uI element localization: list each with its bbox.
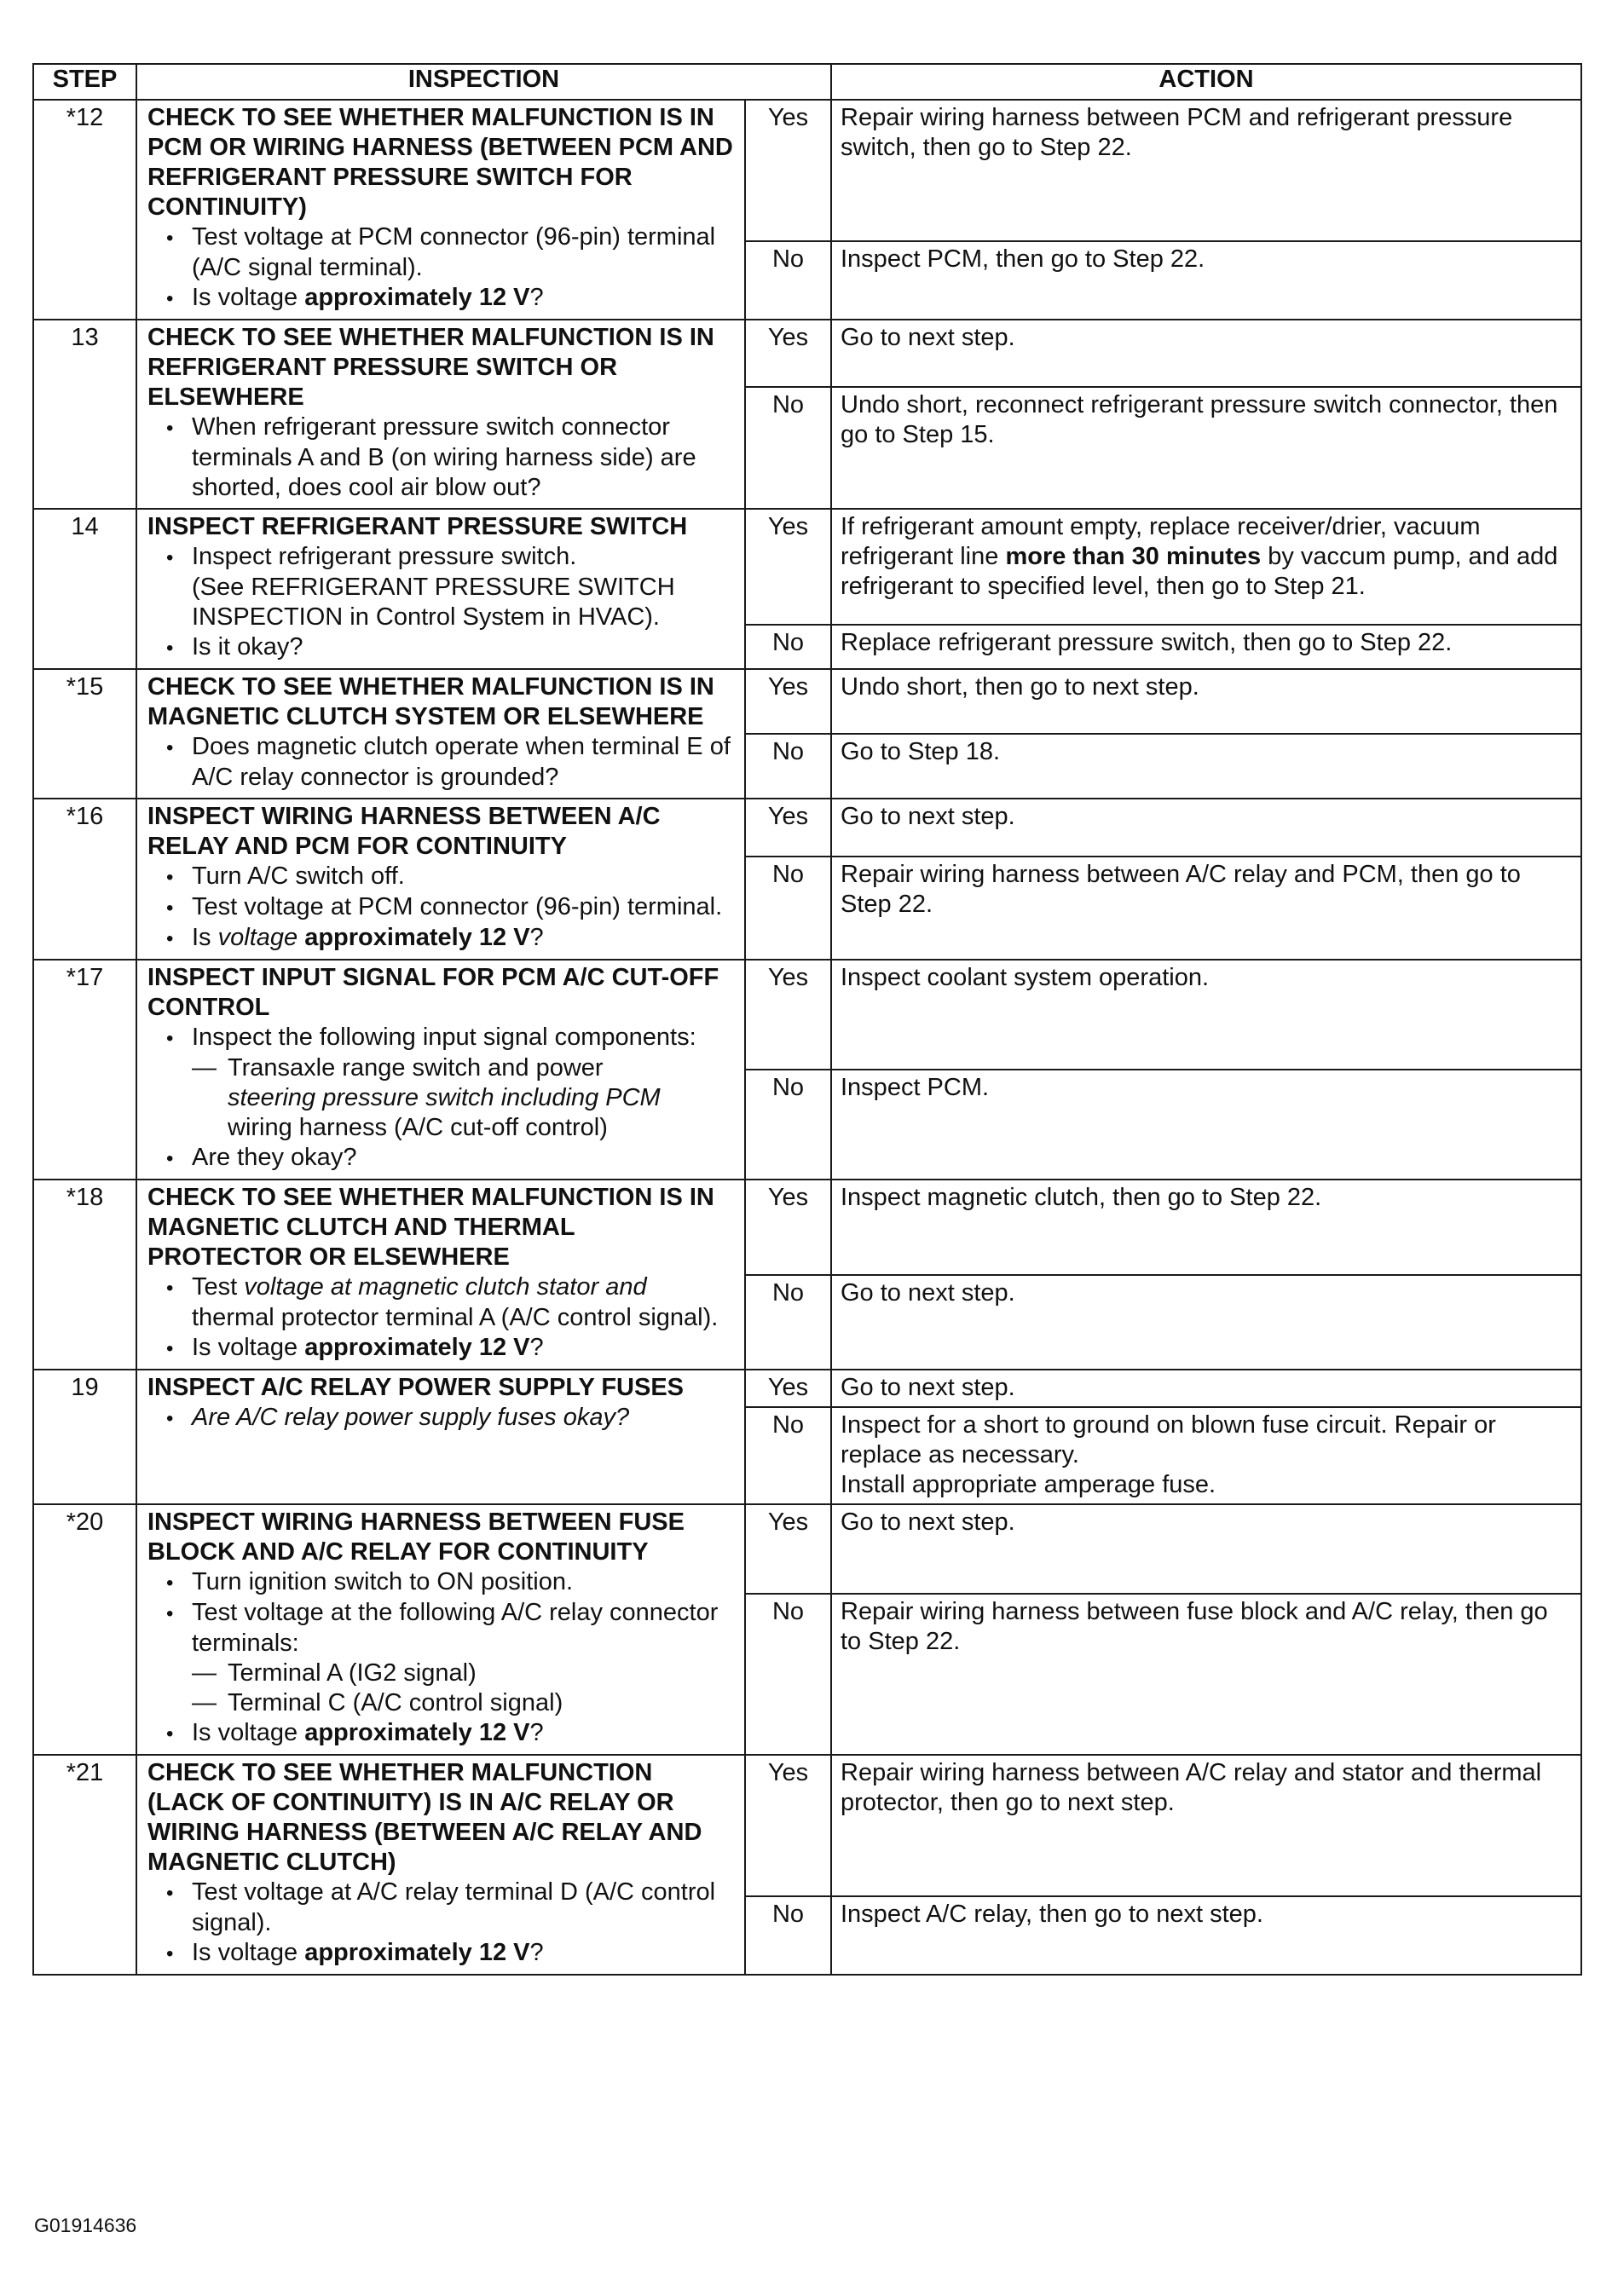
no-label: No bbox=[745, 1275, 831, 1370]
inspection-bullet: • Test voltage at magnetic clutch stator and thermal protector terminal A (A/C control signal). bbox=[166, 1272, 734, 1333]
inspection-title: INSPECT WIRING HARNESS BETWEEN FUSE BLOCK AND A/C RELAY FOR CONTINUITY bbox=[147, 1509, 685, 1566]
yes-label: Yes bbox=[745, 320, 831, 387]
yes-label: Yes bbox=[745, 509, 831, 625]
yes-label: Yes bbox=[745, 1370, 831, 1407]
no-action: Repair wiring harness between fuse block and A/C relay, then go to Step 22. bbox=[831, 1594, 1581, 1755]
yes-action: Undo short, then go to next step. bbox=[831, 669, 1581, 734]
inspection-title: INSPECT REFRIGERANT PRESSURE SWITCH bbox=[147, 513, 688, 540]
no-action: Go to Step 18. bbox=[831, 734, 1581, 799]
inspection-bullet: • Are A/C relay power supply fuses okay? bbox=[166, 1403, 734, 1434]
header-inspection: INSPECTION bbox=[136, 64, 831, 100]
step-number: *18 bbox=[33, 1180, 136, 1370]
yes-action: Go to next step. bbox=[831, 320, 1581, 387]
no-label: No bbox=[745, 1407, 831, 1504]
inspection-bullet: • Test voltage at the following A/C relay connector terminals: bbox=[166, 1598, 734, 1659]
inspection-title: CHECK TO SEE WHETHER MALFUNCTION IS IN REFRIGERANT PRESSURE SWITCH OR ELSEWHERE bbox=[147, 324, 714, 411]
step-number: 14 bbox=[33, 509, 136, 669]
inspection-note: (See REFRIGERANT PRESSURE SWITCH INSPECTION in Control System in HVAC). bbox=[192, 574, 675, 631]
step-number: 13 bbox=[33, 320, 136, 509]
table-row bbox=[33, 1180, 1581, 1275]
figure-id: G01914636 bbox=[34, 2214, 137, 2236]
yes-label: Yes bbox=[745, 960, 831, 1070]
no-action bbox=[831, 1407, 1581, 1504]
table-row bbox=[33, 1370, 1581, 1407]
no-action: Repair wiring harness between A/C relay and PCM, then go to Step 22. bbox=[831, 857, 1581, 960]
inspection-title: CHECK TO SEE WHETHER MALFUNCTION IS IN MAGNETIC CLUTCH SYSTEM OR ELSEWHERE bbox=[147, 673, 714, 730]
no-action: Undo short, reconnect refrigerant pressure switch connector, then go to Step 15. bbox=[831, 387, 1581, 509]
inspection-cell bbox=[136, 669, 745, 799]
yes-action: Go to next step. bbox=[831, 1504, 1581, 1594]
inspection-cell bbox=[136, 799, 745, 960]
step-number: *12 bbox=[33, 100, 136, 320]
yes-label: Yes bbox=[745, 1180, 831, 1275]
inspection-bullet: • Turn A/C switch off. bbox=[166, 862, 734, 892]
table-row bbox=[33, 799, 1581, 857]
diagnostic-procedure-table bbox=[32, 63, 1582, 1976]
inspection-cell bbox=[136, 100, 745, 320]
table-row bbox=[33, 509, 1581, 625]
inspection-cell bbox=[136, 320, 745, 509]
table-row bbox=[33, 320, 1581, 387]
inspection-bullet: • Inspect the following input signal components: bbox=[166, 1023, 734, 1053]
inspection-cell bbox=[136, 509, 745, 669]
table-row bbox=[33, 960, 1581, 1070]
inspection-title: CHECK TO SEE WHETHER MALFUNCTION IS IN MAGNETIC CLUTCH AND THERMAL PROTECTOR OR ELSEWHERE bbox=[147, 1184, 714, 1271]
no-action: Replace refrigerant pressure switch, then go to Step 22. bbox=[831, 625, 1581, 669]
inspection-bullet: • Test voltage at PCM connector (96-pin) terminal. bbox=[166, 892, 734, 923]
inspection-cell bbox=[136, 1504, 745, 1755]
inspection-bullet: • Inspect refrigerant pressure switch. bbox=[166, 542, 734, 573]
inspection-cell bbox=[136, 960, 745, 1180]
inspection-title: CHECK TO SEE WHETHER MALFUNCTION IS IN PCM OR WIRING HARNESS (BETWEEN PCM AND REFRIGERANT PRESSURE SWITCH FOR CONTINUITY) bbox=[147, 104, 733, 221]
yes-label: Yes bbox=[745, 1755, 831, 1896]
inspection-bullet: • Is it okay? bbox=[166, 632, 734, 663]
inspection-cell bbox=[136, 1755, 745, 1975]
step-number: *21 bbox=[33, 1755, 136, 1975]
yes-action: Repair wiring harness between A/C relay and stator and thermal protector, then go to next step. bbox=[831, 1755, 1581, 1896]
step-number: *17 bbox=[33, 960, 136, 1180]
inspection-title: CHECK TO SEE WHETHER MALFUNCTION (LACK OF CONTINUITY) IS IN A/C RELAY OR WIRING HARNESS (BETWEEN A/C RELAY AND MAGNETIC CLUTCH) bbox=[147, 1759, 702, 1876]
inspection-bullet: • Test voltage at A/C relay terminal D (A/C control signal). bbox=[166, 1878, 734, 1938]
no-action-line: Inspect for a short to ground on blown fuse circuit. Repair or replace as necessary. bbox=[841, 1411, 1496, 1468]
diagnostic-procedure-table-container bbox=[32, 63, 1580, 1976]
inspection-bullet: • Test voltage at PCM connector (96-pin) terminal (A/C signal terminal). bbox=[166, 222, 734, 283]
no-action-line: Install appropriate amperage fuse. bbox=[841, 1471, 1216, 1498]
yes-action: Repair wiring harness between PCM and refrigerant pressure switch, then go to Step 22. bbox=[831, 100, 1581, 241]
inspection-bullet: • Does magnetic clutch operate when terminal E of A/C relay connector is grounded? bbox=[166, 732, 734, 793]
no-label: No bbox=[745, 734, 831, 799]
inspection-sub-item-cont: wiring harness (A/C cut-off control) bbox=[228, 1114, 608, 1141]
no-action: Inspect PCM. bbox=[831, 1070, 1581, 1180]
no-label: No bbox=[745, 1896, 831, 1975]
inspection-title: INSPECT INPUT SIGNAL FOR PCM A/C CUT-OFF CONTROL bbox=[147, 964, 719, 1021]
yes-action: Inspect coolant system operation. bbox=[831, 960, 1581, 1070]
table-row bbox=[33, 1755, 1581, 1896]
table-row bbox=[33, 100, 1581, 241]
no-action: Inspect PCM, then go to Step 22. bbox=[831, 241, 1581, 320]
inspection-bullet: • Turn ignition switch to ON position. bbox=[166, 1567, 734, 1598]
header-step: STEP bbox=[33, 64, 136, 100]
step-number: *16 bbox=[33, 799, 136, 960]
inspection-sub-item-cont: steering pressure switch including PCM bbox=[228, 1084, 661, 1111]
no-label: No bbox=[745, 857, 831, 960]
yes-label: Yes bbox=[745, 100, 831, 241]
no-label: No bbox=[745, 1070, 831, 1180]
inspection-sub-item: — Transaxle range switch and power bbox=[192, 1053, 734, 1083]
yes-action: Inspect magnetic clutch, then go to Step 22. bbox=[831, 1180, 1581, 1275]
header-action: ACTION bbox=[831, 64, 1581, 100]
inspection-bullet: • Is voltage approximately 12 V? bbox=[166, 283, 734, 314]
inspection-title: INSPECT A/C RELAY POWER SUPPLY FUSES bbox=[147, 1374, 685, 1401]
yes-label: Yes bbox=[745, 669, 831, 734]
inspection-bullet: • Are they okay? bbox=[166, 1143, 734, 1174]
no-action: Inspect A/C relay, then go to next step. bbox=[831, 1896, 1581, 1975]
inspection-title: INSPECT WIRING HARNESS BETWEEN A/C RELAY AND PCM FOR CONTINUITY bbox=[147, 803, 661, 860]
inspection-cell bbox=[136, 1180, 745, 1370]
inspection-sub-item: — Terminal A (IG2 signal) bbox=[192, 1659, 734, 1688]
inspection-bullet: • Is voltage approximately 12 V? bbox=[166, 1333, 734, 1364]
yes-action: Go to next step. bbox=[831, 799, 1581, 857]
table-row bbox=[33, 1504, 1581, 1594]
no-label: No bbox=[745, 1594, 831, 1755]
inspection-bullet: • Is voltage approximately 12 V? bbox=[166, 1718, 734, 1749]
inspection-bullet: • Is voltage approximately 12 V? bbox=[166, 1938, 734, 1969]
yes-action: Go to next step. bbox=[831, 1370, 1581, 1407]
no-label: No bbox=[745, 625, 831, 669]
yes-label: Yes bbox=[745, 799, 831, 857]
inspection-sub-item: — Terminal C (A/C control signal) bbox=[192, 1688, 734, 1718]
step-number: *15 bbox=[33, 669, 136, 799]
no-action: Go to next step. bbox=[831, 1275, 1581, 1370]
inspection-bullet: • When refrigerant pressure switch connector terminals A and B (on wiring harness side) are shorted, does cool air blow out? bbox=[166, 412, 734, 503]
yes-label: Yes bbox=[745, 1504, 831, 1594]
table-row bbox=[33, 669, 1581, 734]
inspection-cell bbox=[136, 1370, 745, 1504]
yes-action: If refrigerant amount empty, replace receiver/drier, vacuum refrigerant line more than 30 minutes by vaccum pump, and add refrigerant to specified level, then go to Step 21. bbox=[831, 509, 1581, 625]
header-row bbox=[33, 64, 1581, 100]
no-label: No bbox=[745, 241, 831, 320]
step-number: 19 bbox=[33, 1370, 136, 1504]
step-number: *20 bbox=[33, 1504, 136, 1755]
no-label: No bbox=[745, 387, 831, 509]
inspection-bullet: • Is voltage approximately 12 V? bbox=[166, 923, 734, 954]
